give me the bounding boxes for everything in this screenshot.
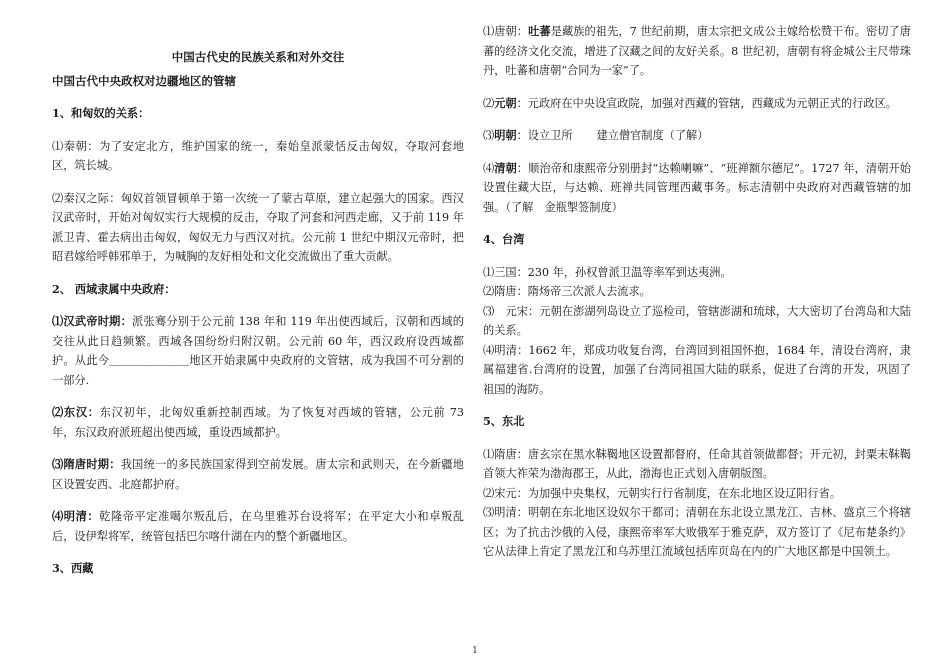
label-ming: 明朝 [494, 128, 517, 142]
paragraph-qing-tibet [483, 159, 911, 218]
text-eastern-han: 东汉初年，北匈奴重新控制西域。为了恢复对西域的管辖，公元前 73 年，东汉政府派班超出使西域，重设西域都护。 [52, 406, 464, 439]
paragraph-tang-tubo [483, 22, 911, 81]
page-number: 1 [472, 646, 478, 656]
label-ming-qing: ⑷明清： [52, 509, 100, 523]
paragraph-northeast-3: ⑶明清：明朝在东北地区设奴尔干都司；清朝在东北设立黑龙江、吉林、盛京三个将辖区；为了抗击沙俄的入侵，康熙帝率军大败俄军于雅克萨，双方签订了《尼布楚条约》它从法律上肯定了黑龙江和乌苏里江流域包括库页岛在内的广大地区都是中国领土。 [483, 506, 911, 558]
text-ming-a: ：设立卫所 [516, 129, 573, 142]
paragraph-taiwan-1: ⑴三国：230 年，孙权曾派卫温等率军到达夷洲。 [483, 265, 732, 279]
paragraph-northeast-2: ⑵宋元：为加强中央集权，元朝实行行省制度，在东北地区设辽阳行省。 [483, 486, 842, 500]
text-han-wudi: 派张骞分别于公元前 138 年和 119 年出使西域后，汉朝和西域的交往从此日趋频繁。西域各国纷纷归附汉朝。公元前 60 年，西汉政府设西域都护。从此今＿＿＿＿＿＿＿地区开始隶属中央政府的文管辖，成为我国不可分割的一部分. [52, 315, 464, 387]
section-tibet-heading: 3、西藏 [52, 561, 94, 575]
document-title: 中国古代史的民族关系和对外交往 [171, 50, 345, 64]
paragraph-yuan-tibet [483, 94, 911, 114]
paragraph-taiwan-4: ⑷明清：1662 年，郑成功收复台湾，台湾回到祖国怀抱，1684 年，清设台湾府，隶属福建省.台湾府的设置，加强了台湾同祖国大陆的联系，促进了台湾的开发，巩固了祖国的海防。 [483, 343, 911, 396]
label-han-wudi: ⑴汉武帝时期： [52, 314, 133, 328]
label-eastern-han: ⑵东汉： [52, 405, 100, 419]
paragraph-han-wudi [52, 312, 464, 390]
section-taiwan-heading: 4、台湾 [483, 232, 525, 246]
prefix-ming: ⑶ [483, 129, 495, 142]
section-northeast-heading: 5、东北 [483, 414, 525, 428]
label-tubo: 吐蕃 [528, 24, 551, 38]
text-qing: ：顺治帝和康熙帝分别册封“达赖喇嘛”、“班禅额尔德尼”。1727 年，清朝开始设置住藏大臣，与达赖、班禅共同管理西藏事务。标志清朝中央政府对西藏管辖的加强。（了解 金瓶掣签制度） [483, 161, 911, 214]
paragraph-qin: ⑴秦朝：为了安定北方，维护国家的统一，秦始皇派蒙恬反击匈奴，夺取河套地区，筑长城。 [52, 139, 464, 172]
label-qing: 清朝 [494, 160, 517, 175]
label-sui-tang: ⑶隋唐时期： [52, 457, 121, 471]
label-yuan: 元朝 [494, 95, 517, 110]
section-western-regions-heading: 2、 西域隶属中央政府： [52, 281, 176, 296]
paragraph-northeast-1: ⑴隋唐：唐玄宗在黑水靺鞨地区设置都督府，任命其首领做都督；开元初，封粟末靺鞨首领大祚荣为渤海郡王，从此，渤海也正式划入唐朝版图。 [483, 447, 911, 480]
paragraph-qin-han: ⑵秦汉之际：匈奴首领冒顿单于第一次统一了蒙古草原，建立起强大的国家。西汉汉武帝时，开始对匈奴实行大规模的反击，夺取了河套和河西走廊，又于前 119 年派卫青、霍去病出击匈奴，匈奴无力与西汉对抗。公元前 1 世纪中期汉元帝时，把昭君嫁给呼韩邪单于，为喊胸的友好相处和文化交流做出了重大贡献。 [52, 191, 464, 263]
paragraph-sui-tang [52, 455, 464, 494]
document-subtitle: 中国古代中央政权对边疆地区的管辖 [52, 73, 236, 88]
prefix-tang: ⑴唐朝： [483, 25, 529, 38]
paragraph-taiwan-3: ⑶ 元宋：元朝在澎湖列岛设立了巡检司，管辖澎湖和琉球，大大密切了台湾岛和大陆的关系。 [483, 304, 911, 337]
prefix-qing: ⑷ [483, 161, 495, 175]
paragraph-taiwan-2: ⑵隋唐：隋炀帝三次派人去流求。 [483, 285, 651, 298]
text-tubo: 是藏族的祖先，7 世纪前期，唐太宗把文成公主嫁给松赞干布。密切了唐蕃的经济文化交流，增进了汉藏之间的友好关系。8 世纪初，唐朝有将金城公主尺带珠丹，吐蕃和唐朝“合同为一家”了。 [483, 25, 911, 77]
text-ming-qing: 乾隆帝平定准噶尔叛乱后，在乌里雅苏台设将军；在平定大小和卓叛乱后，设伊犁将军，统管包括巴尔喀什湖在内的整个新疆地区。 [52, 510, 464, 543]
paragraph-eastern-han [52, 403, 464, 442]
prefix-yuan: ⑵ [483, 96, 495, 110]
text-yuan: ：元政府在中央设宣政院，加强对西藏的管辖，西藏成为元朝正式的行政区。 [516, 96, 897, 110]
left-column [52, 48, 464, 592]
paragraph-ming-qing-xinjiang [52, 507, 464, 546]
text-sui-tang: 我国统一的多民族国家得到空前发展。唐太宗和武则天，在今新疆地区设置安西、北庭都护府。 [52, 458, 464, 491]
section-xiongnu-heading: 1、和匈奴的关系： [52, 106, 150, 120]
text-ming-b: 建立僧官制度（了解） [596, 129, 709, 142]
paragraph-ming-tibet [483, 126, 911, 146]
right-column [483, 22, 911, 562]
